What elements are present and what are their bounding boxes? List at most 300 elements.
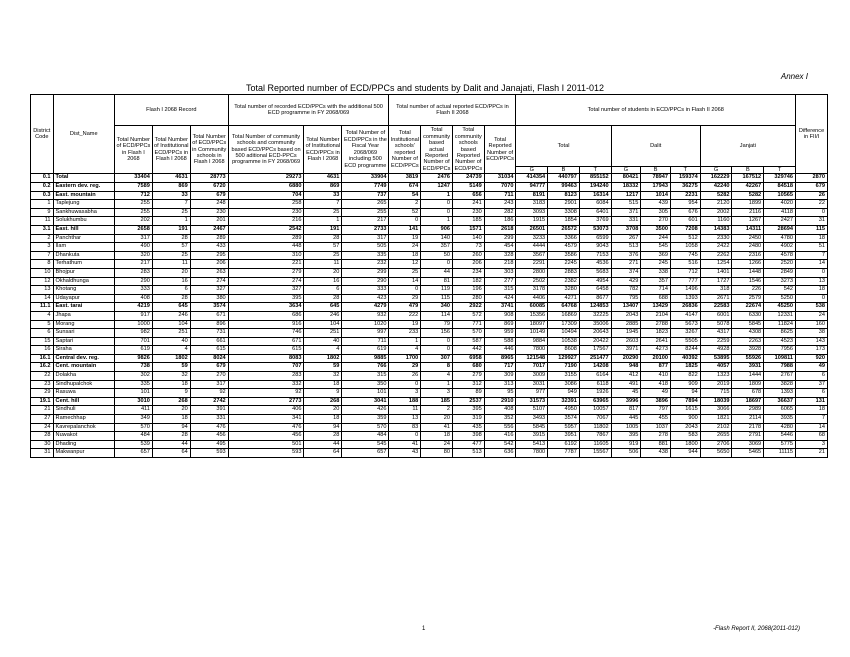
value-cell: 380 (190, 294, 228, 303)
value-cell: 25 (152, 251, 190, 260)
value-cell: 704 (228, 191, 304, 200)
district-name-cell: Ilam (53, 243, 114, 252)
value-cell: 230 (452, 208, 484, 217)
value-cell: 25 (304, 251, 342, 260)
value-cell: 4 (304, 346, 342, 355)
value-cell: 283 (114, 268, 152, 277)
value-cell: 6 (304, 286, 342, 295)
value-cell: 920 (796, 354, 828, 363)
value-cell: 3041 (342, 397, 389, 406)
district-code-cell: 11.1 (31, 303, 54, 312)
value-cell: 636 (484, 449, 516, 458)
value-cell: 7787 (548, 449, 580, 458)
value-cell: 17309 (548, 320, 580, 329)
value-cell: 28 (304, 234, 342, 243)
value-cell: 3233 (516, 234, 548, 243)
header-janjati-t: T (764, 167, 796, 174)
value-cell: 954 (671, 200, 701, 209)
value-cell: 357 (421, 243, 453, 252)
value-cell: 317 (190, 380, 228, 389)
district-code-cell: 2 (31, 234, 54, 243)
value-cell: 426 (342, 406, 389, 415)
value-cell: 7 (152, 200, 190, 209)
header-c10: Total Reported Number of ECD/PPCs (484, 126, 516, 174)
value-cell: 226 (732, 286, 764, 295)
value-cell: 3574 (190, 303, 228, 312)
value-cell: 1014 (641, 191, 671, 200)
value-cell: 246 (152, 311, 190, 320)
value-cell: 64768 (548, 303, 580, 312)
value-cell: 159374 (671, 174, 701, 183)
value-cell: 267 (611, 234, 641, 243)
value-cell: 36637 (764, 397, 796, 406)
value-cell: 454 (484, 243, 516, 252)
value-cell: 194240 (579, 183, 611, 192)
value-cell: 328 (484, 251, 516, 260)
value-cell: 6 (796, 389, 828, 398)
value-cell: 313 (484, 380, 516, 389)
value-cell: 10494 (548, 329, 580, 338)
value-cell: 7956 (764, 346, 796, 355)
value-cell: 35006 (579, 320, 611, 329)
value-cell: 6458 (579, 286, 611, 295)
value-cell: 3769 (579, 217, 611, 226)
value-cell: 4279 (342, 303, 389, 312)
value-cell: 4147 (671, 311, 701, 320)
value-cell: 817 (611, 406, 641, 415)
value-cell: 7800 (516, 346, 548, 355)
value-cell: 0 (389, 217, 421, 226)
value-cell: 406 (228, 406, 304, 415)
header-c8: Total community based actual Reported Number of ECD/PPCs (421, 126, 453, 174)
table-row (31, 440, 828, 449)
value-cell: 777 (671, 277, 701, 286)
value-cell: 44 (152, 440, 190, 449)
district-name-cell: Cent. hill (53, 397, 114, 406)
value-cell: 22 (796, 200, 828, 209)
value-cell: 679 (796, 183, 828, 192)
value-cell: 2733 (342, 225, 389, 234)
value-cell: 44 (421, 268, 453, 277)
value-cell: 731 (190, 329, 228, 338)
value-cell: 512 (671, 234, 701, 243)
value-cell: 440797 (548, 174, 580, 183)
value-cell: 3 (389, 389, 421, 398)
value-cell: 4 (421, 372, 453, 381)
value-cell: 1444 (732, 372, 764, 381)
value-cell: 217 (114, 260, 152, 269)
value-cell: 1266 (732, 260, 764, 269)
value-cell: 877 (641, 363, 671, 372)
header-dalit-g: G (611, 167, 641, 174)
value-cell: 4 (152, 346, 190, 355)
value-cell: 20 (152, 268, 190, 277)
value-cell: 908 (484, 311, 516, 320)
value-cell: 3 (796, 440, 828, 449)
value-cell: 2922 (452, 303, 484, 312)
header-c2: Total Number of Institutional ECD/PPCs in Flash I 2068 (152, 126, 190, 174)
value-cell: 797 (641, 406, 671, 415)
value-cell: 746 (228, 329, 304, 338)
value-cell: 206 (190, 260, 228, 269)
value-cell: 545 (641, 243, 671, 252)
value-cell: 2427 (764, 217, 796, 226)
value-cell: 479 (389, 303, 421, 312)
value-cell: 8677 (579, 294, 611, 303)
table-row (31, 397, 828, 406)
value-cell: 782 (611, 286, 641, 295)
value-cell: 909 (671, 380, 701, 389)
value-cell: 9 (304, 389, 342, 398)
value-cell: 5282 (700, 191, 732, 200)
value-cell: 6084 (579, 200, 611, 209)
value-cell: 59 (152, 363, 190, 372)
value-cell: 376 (611, 251, 641, 260)
value-cell: 408 (484, 406, 516, 415)
value-cell: 738 (114, 363, 152, 372)
value-cell: 260 (452, 251, 484, 260)
value-cell: 230 (228, 208, 304, 217)
value-cell: 44 (304, 440, 342, 449)
value-cell: 671 (190, 311, 228, 320)
value-cell: 2658 (114, 225, 152, 234)
value-cell: 32 (304, 372, 342, 381)
value-cell: 4057 (700, 363, 732, 372)
value-cell: 501 (228, 440, 304, 449)
value-cell: 196 (452, 286, 484, 295)
value-cell: 270 (641, 217, 671, 226)
value-cell: 678 (732, 389, 764, 398)
value-cell: 671 (228, 337, 304, 346)
value-cell: 6599 (579, 234, 611, 243)
header-district-code: District Code (31, 95, 54, 174)
value-cell: 657 (114, 449, 152, 458)
value-cell: 2788 (641, 320, 671, 329)
district-name-cell: Cent. mountain (53, 363, 114, 372)
value-cell: 2043 (611, 311, 641, 320)
value-cell: 5650 (700, 449, 732, 458)
value-cell: 4273 (641, 346, 671, 355)
value-cell: 3066 (700, 406, 732, 415)
value-cell: 13 (389, 415, 421, 424)
value-cell: 115 (796, 225, 828, 234)
header-total-b: B (548, 167, 580, 174)
value-cell: 4523 (764, 337, 796, 346)
value-cell: 18039 (700, 397, 732, 406)
value-cell: 1825 (671, 363, 701, 372)
value-cell: 332 (228, 380, 304, 389)
value-cell: 19 (389, 320, 421, 329)
value-cell: 245 (641, 260, 671, 269)
value-cell: 244 (641, 234, 671, 243)
value-cell: 1 (421, 380, 453, 389)
value-cell: 173 (796, 346, 828, 355)
value-cell: 63965 (579, 397, 611, 406)
value-cell: 68 (796, 432, 828, 441)
value-cell: 745 (671, 251, 701, 260)
value-cell: 688 (641, 294, 671, 303)
value-cell: 2002 (700, 208, 732, 217)
value-cell: 538 (796, 303, 828, 312)
value-cell: 10538 (548, 337, 580, 346)
value-cell: 674 (389, 183, 421, 192)
value-cell: 1 (421, 217, 453, 226)
value-cell: 57 (304, 243, 342, 252)
value-cell: 340 (421, 303, 453, 312)
table-row (31, 432, 828, 441)
value-cell: 433 (190, 243, 228, 252)
value-cell: 476 (190, 423, 228, 432)
value-cell: 6164 (579, 372, 611, 381)
value-cell: 7800 (516, 449, 548, 458)
value-cell: 2178 (732, 423, 764, 432)
value-cell: 57 (152, 243, 190, 252)
district-code-cell: 6 (31, 329, 54, 338)
value-cell: 657 (342, 449, 389, 458)
value-cell: 412 (611, 372, 641, 381)
value-cell: 16869 (548, 311, 580, 320)
value-cell: 3896 (641, 397, 671, 406)
table-row (31, 320, 828, 329)
value-cell: 0 (796, 294, 828, 303)
value-cell: 10057 (579, 406, 611, 415)
value-cell: 515 (611, 200, 641, 209)
value-cell: 1 (152, 217, 190, 226)
header-dist-name: Dist_Name (53, 95, 114, 174)
value-cell: 26 (796, 191, 828, 200)
value-cell: 54 (389, 191, 421, 200)
value-cell: 7749 (342, 183, 389, 192)
value-cell: 855152 (579, 174, 611, 183)
value-cell: 299 (484, 234, 516, 243)
value-cell: 570 (452, 329, 484, 338)
value-cell: 5446 (764, 432, 796, 441)
district-name-cell: Nuwakot (53, 432, 114, 441)
value-cell: 16314 (579, 191, 611, 200)
value-cell: 185 (452, 217, 484, 226)
value-cell: 279 (228, 268, 304, 277)
value-cell: 686 (228, 311, 304, 320)
value-cell: 484 (342, 432, 389, 441)
value-cell: 28773 (190, 174, 228, 183)
value-cell: 545 (342, 440, 389, 449)
value-cell: 2120 (700, 200, 732, 209)
table-row (31, 449, 828, 458)
value-cell: 335 (342, 251, 389, 260)
value-cell: 18 (152, 380, 190, 389)
value-cell: 131 (796, 397, 828, 406)
header-dalit-b: B (641, 167, 671, 174)
value-cell: 2870 (796, 174, 828, 183)
value-cell: 119 (421, 286, 453, 295)
district-code-cell: 1 (31, 200, 54, 209)
value-cell: 1821 (700, 415, 732, 424)
value-cell: 327 (190, 286, 228, 295)
value-cell: 2883 (548, 268, 580, 277)
value-cell: 9826 (114, 354, 152, 363)
district-code-cell: 11 (31, 217, 54, 226)
value-cell: 38 (796, 329, 828, 338)
value-cell: 265 (342, 200, 389, 209)
value-cell: 6065 (764, 406, 796, 415)
value-cell: 19 (389, 234, 421, 243)
table-row (31, 303, 828, 312)
table-body (31, 174, 828, 458)
district-code-cell: 16.1 (31, 354, 54, 363)
value-cell: 80421 (611, 174, 641, 183)
value-cell: 737 (342, 191, 389, 200)
value-cell: 114 (421, 311, 453, 320)
table-row (31, 406, 828, 415)
value-cell: 2450 (732, 234, 764, 243)
value-cell: 2263 (732, 337, 764, 346)
district-name-cell: Sunsari (53, 329, 114, 338)
value-cell: 33404 (114, 174, 152, 183)
district-code-cell: 22 (31, 372, 54, 381)
value-cell: 0 (389, 432, 421, 441)
value-cell: 423 (342, 294, 389, 303)
value-cell: 92 (190, 389, 228, 398)
value-cell: 1058 (671, 243, 701, 252)
value-cell: 18 (796, 234, 828, 243)
value-cell: 24 (421, 440, 453, 449)
value-cell: 188 (389, 397, 421, 406)
value-cell: 714 (641, 286, 671, 295)
value-cell: 185 (421, 397, 453, 406)
header-janjati: Janjati (700, 126, 795, 167)
value-cell: 0 (421, 260, 453, 269)
value-cell: 3009 (516, 372, 548, 381)
value-cell: 712 (671, 268, 701, 277)
district-code-cell: 0.3 (31, 191, 54, 200)
header-c1: Total Number of ECD/PPCs in Flash I 2068 (114, 126, 152, 174)
value-cell: 202 (114, 217, 152, 226)
value-cell: 73 (452, 243, 484, 252)
district-name-cell: Ramechhap (53, 415, 114, 424)
value-cell: 1496 (671, 286, 701, 295)
value-cell: 251 (152, 329, 190, 338)
value-cell: 10149 (516, 329, 548, 338)
value-cell: 1854 (548, 217, 580, 226)
value-cell: 186 (484, 217, 516, 226)
value-cell: 303 (484, 268, 516, 277)
value-cell: 1571 (452, 225, 484, 234)
value-cell: 1809 (732, 380, 764, 389)
district-code-cell: 3 (31, 243, 54, 252)
value-cell: 2019 (700, 380, 732, 389)
value-cell: 12331 (764, 311, 796, 320)
value-cell: 310 (228, 251, 304, 260)
value-cell: 6958 (452, 354, 484, 363)
district-name-cell: East. hill (53, 225, 114, 234)
value-cell: 64 (304, 449, 342, 458)
district-name-cell: Udayapur (53, 294, 114, 303)
value-cell: 1727 (700, 277, 732, 286)
value-cell: 233 (389, 329, 421, 338)
value-cell: 20100 (641, 354, 671, 363)
value-cell: 8123 (548, 191, 580, 200)
value-cell: 18 (304, 415, 342, 424)
district-code-cell: 8 (31, 260, 54, 269)
value-cell: 446 (484, 346, 516, 355)
value-cell: 2618 (484, 225, 516, 234)
value-cell: 143 (796, 337, 828, 346)
value-cell: 8 (421, 363, 453, 372)
value-cell: 1254 (700, 260, 732, 269)
value-cell: 109811 (764, 354, 796, 363)
value-cell: 424 (484, 294, 516, 303)
district-code-cell: 0.1 (31, 174, 54, 183)
table-row (31, 225, 828, 234)
value-cell: 2467 (190, 225, 228, 234)
value-cell: 241 (452, 200, 484, 209)
value-cell: 1899 (732, 200, 764, 209)
value-cell: 1 (421, 191, 453, 200)
value-cell: 12 (389, 260, 421, 269)
value-cell: 222 (389, 311, 421, 320)
value-cell: 959 (484, 329, 516, 338)
value-cell: 20 (421, 415, 453, 424)
value-cell: 3708 (611, 225, 641, 234)
value-cell: 25 (389, 268, 421, 277)
value-cell: 615 (190, 346, 228, 355)
district-name-cell: Bhojpur (53, 268, 114, 277)
value-cell: 410 (641, 372, 671, 381)
table-row (31, 354, 828, 363)
value-cell: 83 (389, 423, 421, 432)
value-cell: 20643 (579, 329, 611, 338)
value-cell: 7 (796, 251, 828, 260)
value-cell: 4118 (764, 208, 796, 217)
value-cell: 333 (114, 286, 152, 295)
value-cell: 28 (152, 432, 190, 441)
district-name-cell: Total (53, 174, 114, 183)
value-cell: 24 (389, 243, 421, 252)
value-cell: 3971 (611, 346, 641, 355)
value-cell: 3086 (548, 380, 580, 389)
value-cell: 439 (641, 200, 671, 209)
value-cell: 369 (641, 251, 671, 260)
value-cell: 191 (152, 225, 190, 234)
value-cell: 4579 (548, 243, 580, 252)
value-cell: 2800 (516, 268, 548, 277)
value-cell: 248 (190, 200, 228, 209)
value-cell: 274 (190, 277, 228, 286)
report-footer: -Flash Report II, 2068(2011-012) (713, 626, 800, 632)
value-cell: 9 (152, 389, 190, 398)
header-group-recorded: Total number of recorded ECD/PPCs with the additional 500 ECD programme in FY 2068/069 (228, 95, 389, 126)
value-cell: 25 (152, 208, 190, 217)
value-cell: 3493 (516, 415, 548, 424)
value-cell: 80 (421, 449, 453, 458)
value-cell: 33904 (342, 174, 389, 183)
value-cell: 331 (190, 415, 228, 424)
value-cell: 18 (152, 415, 190, 424)
value-cell: 156 (421, 329, 453, 338)
value-cell: 167512 (732, 174, 764, 183)
table-row (31, 337, 828, 346)
value-cell: 2043 (671, 423, 701, 432)
table-row (31, 174, 828, 183)
value-cell: 25 (304, 208, 342, 217)
value-cell: 64 (152, 449, 190, 458)
district-name-cell: Siraha (53, 346, 114, 355)
value-cell: 715 (700, 389, 732, 398)
value-cell: 29273 (228, 174, 304, 183)
value-cell: 896 (190, 320, 228, 329)
value-cell: 391 (190, 406, 228, 415)
district-name-cell: Rasuwa (53, 389, 114, 398)
